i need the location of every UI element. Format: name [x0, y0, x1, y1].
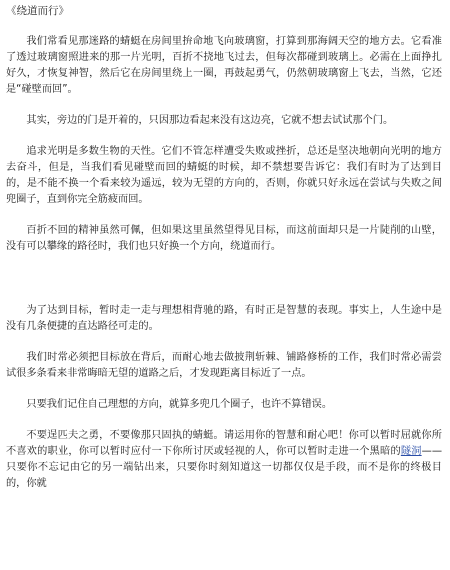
tunnel-link[interactable]: 隧洞 — [400, 446, 422, 457]
paragraph: 其实，旁边的门是开着的，只因那边看起来没有这边亮，它就不想去试试那个门。 — [26, 115, 394, 126]
article-title: 《绕道而行》 — [6, 5, 69, 17]
paragraph: 我们时常必须把目标放在背后，而耐心地去做披荆斩棘、铺路修桥的工作，我们时常必需尝试很多条看来非常晦暗无望的道路之后，才发现距离目标近了一点。 — [6, 352, 442, 379]
paragraph-text: 不要逞匹夫之勇，不要像那只固执的蜻蜓。请运用你的智慧和耐心吧！你可以暂时屈就你所不喜欢的职业，你可以暂时应付一下你所讨厌或轻视的人，你可以暂时走进一个黑暗的 — [6, 430, 442, 457]
paragraph: 百折不回的精神虽然可佩，但如果这里虽然望得见目标，而这前面却只是一片陡削的山壁，没有可以攀缘的路径时，我们也只好换一个方向，绕道而行。 — [6, 225, 442, 252]
paragraph: 追求光明是多数生物的天性。它们不管怎样遭受失败或挫折，总还是坚决地朝向光明的地方去奋斗，但是，当我们看见碰壁而回的蜻蜓的时候，却不禁想要告诉它：我们有时为了达到目的，是不能不换一个看来较为遥远，较为无望的方向的，否则，你就只好永远在尝试与失败之间兜圈子，直到你完全筋疲而回。 — [6, 146, 442, 205]
paragraph: 我们常看见那迷路的蜻蜓在房间里拚命地飞向玻璃窗，打算到那海阔天空的地方去。它看准了透过玻璃窗照进来的那一片光明，百折不挠地飞过去，但每次都碰到玻璃上。必需在上面挣扎好久，才恢复神智，然后它在房间里绕上一圈，再鼓起勇气，仍然朝玻璃窗上飞去，当然，它还是“碰壁而回”。 — [6, 36, 442, 95]
paragraph: 为了达到目标，暂时走一走与理想相背驰的路，有时正是智慧的表现。事实上，人生途中是没有几条便捷的直达路径可走的。 — [6, 305, 442, 332]
paragraph: 只要我们记住自己理想的方向，就算多兜几个圈子，也许不算错误。 — [26, 399, 333, 410]
paragraph-with-link — [6, 428, 442, 492]
paragraph-text: ——只要你不忘记由它的另一端钻出来，只要你时刻知道这一切都仅仅是手段，而不是你的终极目的，你就 — [6, 446, 442, 489]
